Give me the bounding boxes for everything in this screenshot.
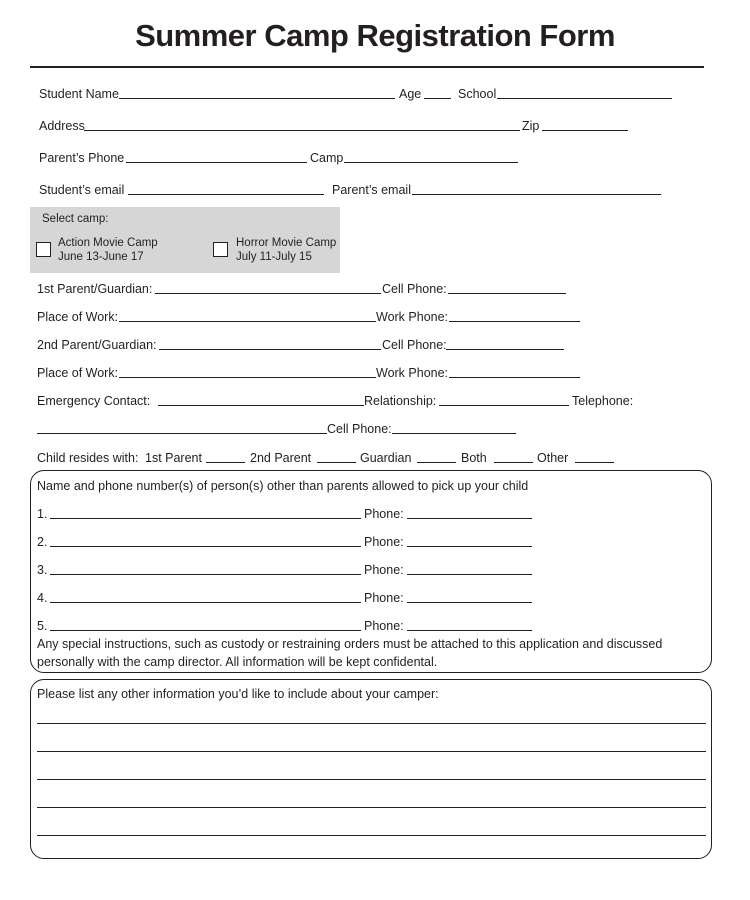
pickup-number: 1.	[37, 507, 48, 521]
parents-email-field[interactable]	[412, 182, 661, 195]
page-title: Summer Camp Registration Form	[135, 18, 615, 53]
address-field[interactable]	[84, 118, 520, 131]
other-info-line[interactable]	[37, 823, 706, 836]
resides-second-parent-field[interactable]	[317, 450, 356, 463]
pickup-phone-field[interactable]	[407, 534, 532, 547]
pickup-phone-field[interactable]	[407, 590, 532, 603]
special-instructions-line-2: personally with the camp director. All information will be kept confidental.	[37, 655, 438, 669]
pickup-phone-field[interactable]	[407, 618, 532, 631]
zip-field[interactable]	[542, 118, 628, 131]
students-email-label: Student’s email	[39, 183, 125, 197]
pickup-phone-label: Phone:	[364, 619, 404, 633]
other-info-line[interactable]	[37, 711, 706, 724]
zip-label: Zip	[522, 119, 540, 133]
pickup-number: 5.	[37, 619, 48, 633]
student-name-field[interactable]	[119, 86, 395, 99]
resides-first-parent-label: 1st Parent	[145, 451, 202, 465]
resides-both-field[interactable]	[494, 450, 533, 463]
students-email-field[interactable]	[128, 182, 324, 195]
parents-phone-field[interactable]	[126, 150, 307, 163]
special-instructions-note	[37, 635, 709, 671]
pickup-name-field[interactable]	[50, 618, 361, 631]
second-work-phone-label: Work Phone:	[376, 366, 449, 380]
first-work-phone-label: Work Phone:	[376, 310, 449, 324]
pickup-name-field[interactable]	[50, 534, 361, 547]
horror-camp-dates: July 11-July 15	[236, 251, 312, 263]
emergency-contact-field[interactable]	[158, 393, 364, 406]
relationship-label: Relationship:	[364, 394, 437, 408]
first-work-field[interactable]	[119, 309, 376, 322]
first-cell-phone-field[interactable]	[448, 281, 566, 294]
first-cell-phone-label: Cell Phone:	[382, 282, 447, 296]
relationship-field[interactable]	[439, 393, 569, 406]
other-info-line[interactable]	[37, 767, 706, 780]
pickup-phone-label: Phone:	[364, 507, 404, 521]
emergency-cell-phone-field[interactable]	[392, 421, 516, 434]
resides-both-label: Both	[461, 451, 487, 465]
second-parent-field[interactable]	[159, 337, 381, 350]
emergency-cell-phone-label: Cell Phone:	[327, 422, 392, 436]
horror-camp-option	[236, 236, 336, 264]
horror-camp-name: Horror Movie Camp	[236, 237, 337, 249]
action-camp-checkbox[interactable]	[36, 242, 51, 257]
pickup-name-field[interactable]	[50, 590, 361, 603]
pickup-number: 3.	[37, 563, 48, 577]
address-label: Address	[39, 119, 85, 133]
other-info-line[interactable]	[37, 795, 706, 808]
action-camp-option	[58, 236, 158, 264]
resides-label: Child resides with:	[37, 451, 139, 465]
second-cell-phone-field[interactable]	[446, 337, 564, 350]
title-divider	[30, 66, 704, 68]
action-camp-name: Action Movie Camp	[58, 237, 158, 249]
school-field[interactable]	[497, 86, 672, 99]
parents-email-label: Parent’s email	[332, 183, 411, 197]
pickup-number: 4.	[37, 591, 48, 605]
emergency-contact-label: Emergency Contact:	[37, 394, 151, 408]
horror-camp-checkbox[interactable]	[213, 242, 228, 257]
second-work-label: Place of Work:	[37, 366, 119, 380]
pickup-phone-label: Phone:	[364, 591, 404, 605]
first-parent-label: 1st Parent/Guardian:	[37, 282, 153, 296]
school-label: School	[458, 87, 497, 101]
second-work-field[interactable]	[119, 365, 376, 378]
first-work-phone-field[interactable]	[449, 309, 580, 322]
parents-phone-label: Parent’s Phone	[39, 151, 125, 165]
student-name-label: Student Name	[39, 87, 119, 101]
pickup-phone-label: Phone:	[364, 563, 404, 577]
pickup-name-field[interactable]	[50, 562, 361, 575]
first-work-label: Place of Work:	[37, 310, 119, 324]
resides-first-parent-field[interactable]	[206, 450, 245, 463]
resides-other-label: Other	[537, 451, 569, 465]
camp-select-label: Select camp:	[42, 213, 109, 225]
pickup-name-field[interactable]	[50, 506, 361, 519]
second-cell-phone-label: Cell Phone:	[382, 338, 447, 352]
age-label: Age	[399, 87, 422, 101]
telephone-field[interactable]	[37, 421, 327, 434]
second-work-phone-field[interactable]	[449, 365, 580, 378]
first-parent-field[interactable]	[155, 281, 381, 294]
action-camp-dates: June 13-June 17	[58, 251, 144, 263]
special-instructions-line-1: Any special instructions, such as custody or restraining orders must be attached to this application and discussed	[37, 637, 663, 651]
age-field[interactable]	[424, 86, 451, 99]
resides-guardian-field[interactable]	[417, 450, 456, 463]
other-info-line[interactable]	[37, 739, 706, 752]
pickup-phone-field[interactable]	[407, 506, 532, 519]
other-info-heading: Please list any other information you’d like to include about your camper:	[37, 687, 439, 701]
resides-second-parent-label: 2nd Parent	[250, 451, 312, 465]
pickup-number: 2.	[37, 535, 48, 549]
second-parent-label: 2nd Parent/Guardian:	[37, 338, 157, 352]
pickup-phone-label: Phone:	[364, 535, 404, 549]
telephone-label: Telephone:	[572, 394, 634, 408]
pickup-heading: Name and phone number(s) of person(s) other than parents allowed to pick up your child	[37, 479, 529, 493]
resides-other-field[interactable]	[575, 450, 614, 463]
camp-label: Camp	[310, 151, 344, 165]
pickup-phone-field[interactable]	[407, 562, 532, 575]
resides-guardian-label: Guardian	[360, 451, 412, 465]
camp-field[interactable]	[344, 150, 518, 163]
